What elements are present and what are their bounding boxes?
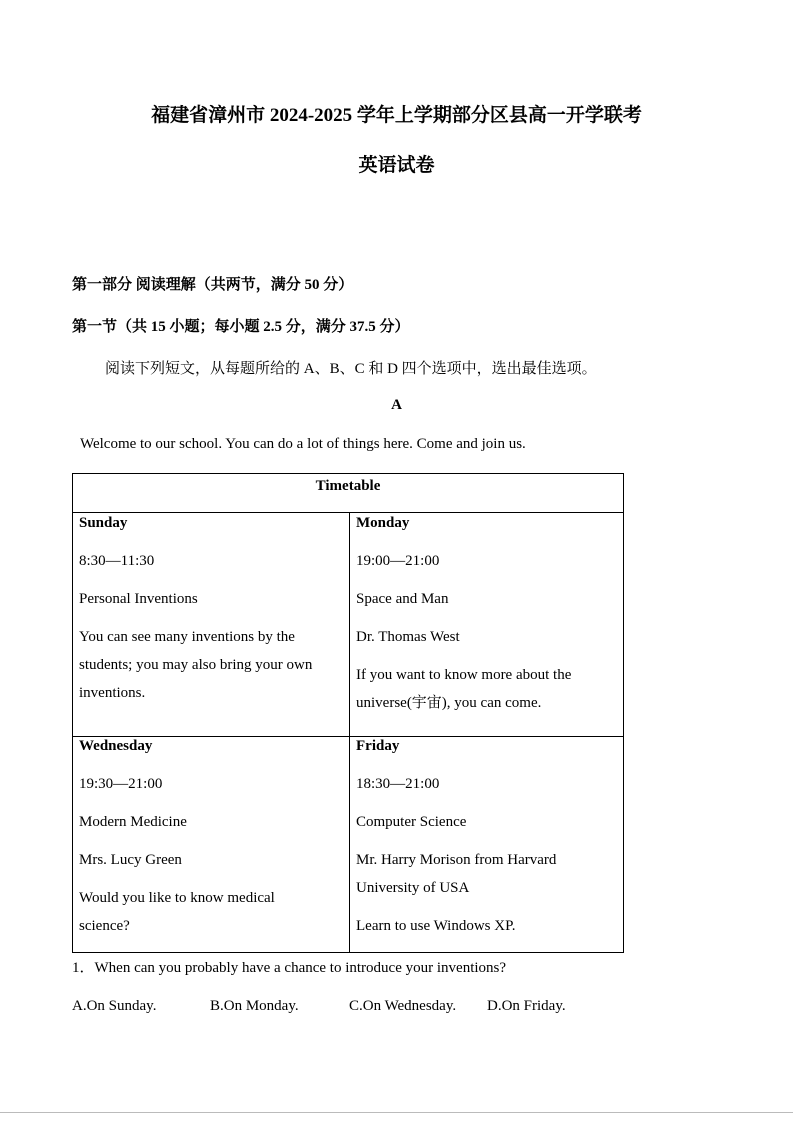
speaker-label: University of USA (356, 880, 470, 896)
description-line: inventions. (79, 685, 146, 701)
description-line: universe(宇宙), you can come. (356, 695, 542, 711)
description-line: You can see many inventions by the (79, 629, 295, 645)
question-1: 1．When can you probably have a chance to introduce your inventions? (72, 960, 507, 976)
note-label: Learn to use Windows XP. (356, 918, 516, 934)
description-line: If you want to know more about the (356, 667, 572, 683)
speaker-label: Dr. Thomas West (356, 629, 460, 645)
topic-label: Computer Science (356, 814, 467, 830)
day-label: Monday (356, 515, 410, 531)
topic-label: Personal Inventions (79, 591, 198, 607)
topic-label: Modern Medicine (79, 814, 187, 830)
description-line: students; you may also bring your own (79, 657, 313, 673)
timetable-title: Timetable (315, 478, 381, 494)
instructions: 阅读下列短文，从每题所给的 A、B、C 和 D 四个选项中，选出最佳选项。 (105, 361, 597, 377)
timetable-cell-sunday (79, 509, 341, 707)
time-label: 19:00—21:00 (356, 553, 440, 569)
option-d: D.On Friday. (487, 998, 566, 1014)
exam-subtitle: 英语试卷 (358, 155, 435, 176)
topic-label: Space and Man (356, 591, 449, 607)
speaker-label: Mrs. Lucy Green (79, 852, 182, 868)
page-bottom-rule (0, 1112, 793, 1113)
exam-title: 福建省漳州市 2024-2025 学年上学期部分区县高一开学联考 (151, 105, 642, 126)
question-1-options (72, 998, 632, 1022)
table-divider (349, 512, 350, 952)
passage-letter: A (391, 397, 402, 413)
description-line: Would you like to know medical (79, 890, 275, 906)
timetable-cell-friday (356, 732, 618, 940)
time-label: 8:30—11:30 (79, 553, 155, 569)
section-heading: 第一节（共 15 小题；每小题 2.5 分，满分 37.5 分） (72, 319, 410, 335)
timetable-cell-monday (356, 509, 618, 717)
option-a: A.On Sunday. (72, 998, 157, 1014)
time-label: 18:30—21:00 (356, 776, 440, 792)
speaker-label: Mr. Harry Morison from Harvard (356, 852, 557, 868)
timetable (72, 473, 624, 953)
timetable-cell-wednesday (79, 732, 341, 940)
part-heading: 第一部分 阅读理解（共两节，满分 50 分） (72, 277, 354, 293)
day-label: Friday (356, 738, 400, 754)
time-label: 19:30—21:00 (79, 776, 163, 792)
option-b: B.On Monday. (210, 998, 299, 1014)
day-label: Sunday (79, 515, 128, 531)
description-line: science? (79, 918, 130, 934)
day-label: Wednesday (79, 738, 153, 754)
passage-intro: Welcome to our school. You can do a lot of things here. Come and join us. (80, 436, 526, 452)
option-c: C.On Wednesday. (349, 998, 457, 1014)
